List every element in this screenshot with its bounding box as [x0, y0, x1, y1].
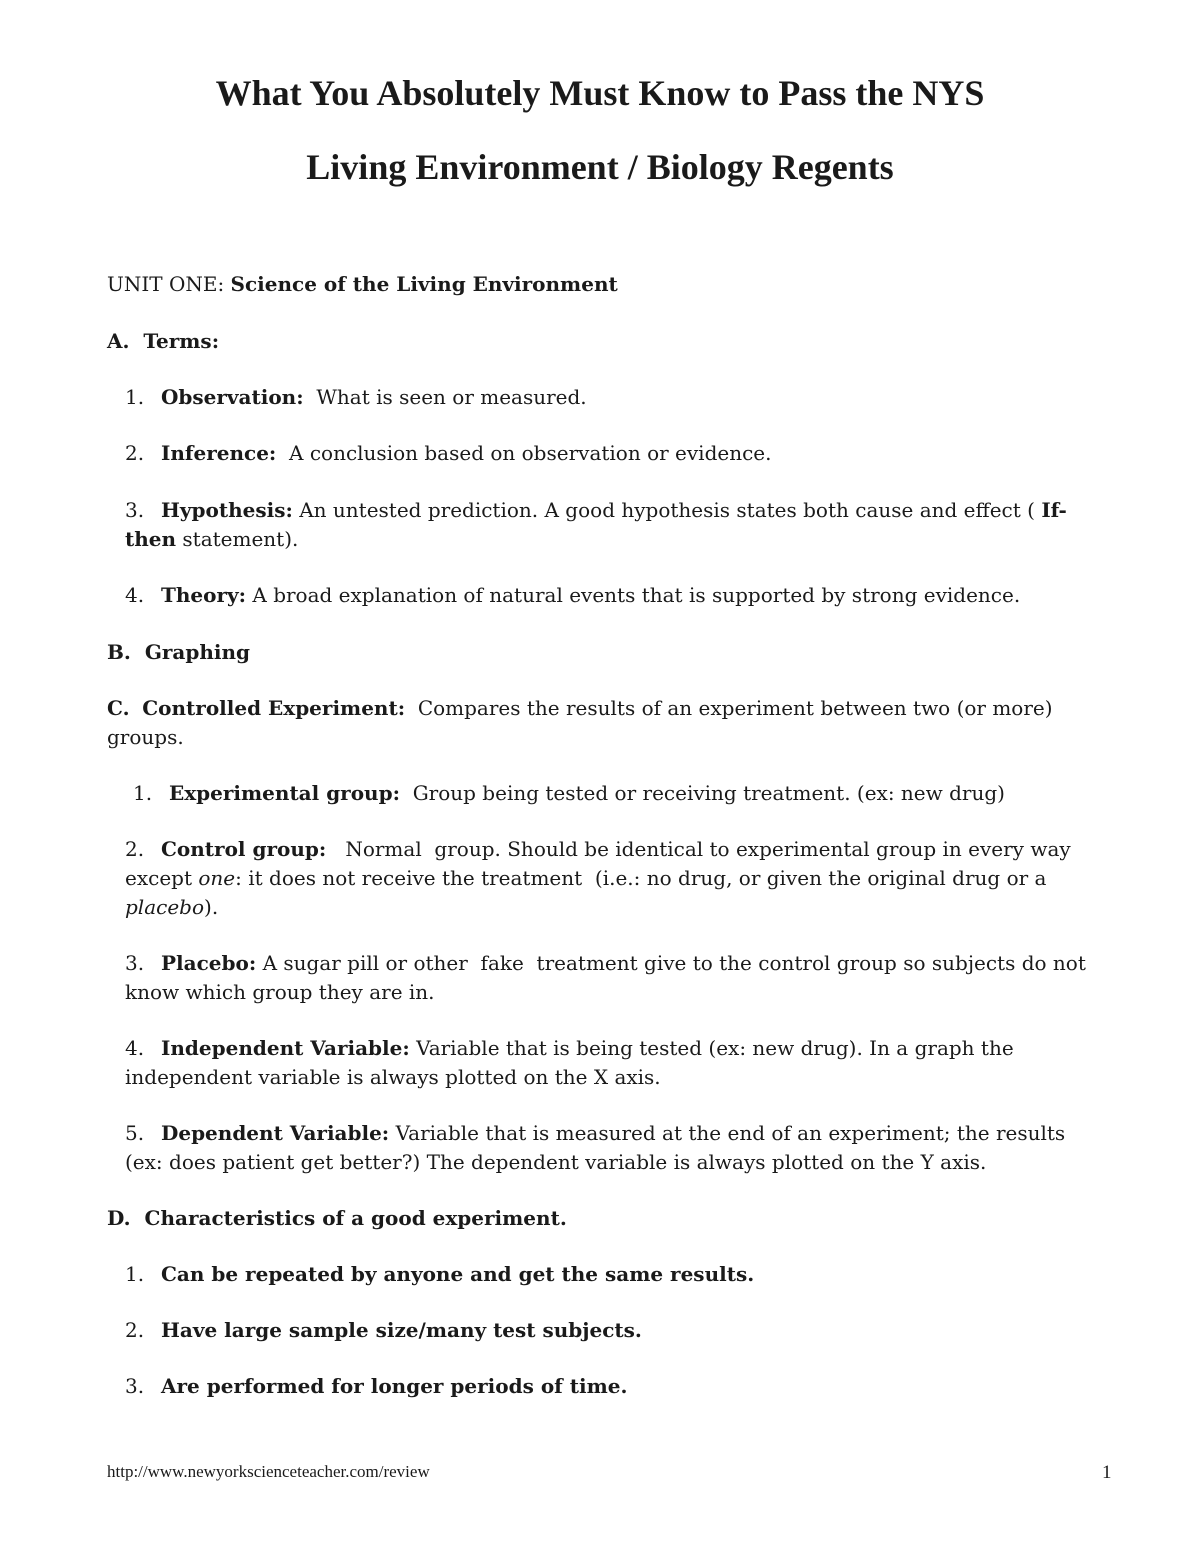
list-number: 2. — [125, 837, 145, 861]
term-label: Theory: — [161, 583, 247, 607]
characteristic-item — [125, 1372, 627, 1401]
characteristic-item — [125, 1260, 754, 1289]
characteristic-text: Can be repeated by anyone and get the same results. — [161, 1262, 755, 1286]
characteristic-text: Have large sample size/many test subjects. — [161, 1318, 642, 1342]
document-title-line-1: What You Absolutely Must Know to Pass the NYS — [215, 73, 985, 113]
term-label: Hypothesis: — [161, 498, 293, 522]
term-label: Inference: — [161, 441, 277, 465]
term-definition: What is seen or measured. — [316, 385, 587, 409]
term-placebo-continued: know which group they are in. — [125, 980, 435, 1004]
list-number: 4. — [125, 1036, 145, 1060]
term-definition: A broad explanation of natural events that is supported by strong evidence. — [252, 583, 1021, 607]
term-independent-variable-continued: independent variable is always plotted on the X axis. — [125, 1065, 661, 1089]
section-c-definition: Compares the results of an experiment between two (or more) — [417, 696, 1053, 720]
list-number: 3. — [125, 1374, 145, 1398]
term-independent-variable — [125, 1034, 1014, 1063]
term-definition-italic: placebo — [125, 895, 205, 919]
unit-prefix: UNIT ONE: — [107, 272, 225, 296]
characteristic-item — [125, 1316, 642, 1345]
term-dependent-variable-continued: (ex: does patient get better?) The dependent variable is always plotted on the Y axis. — [125, 1150, 987, 1174]
section-c-label: C. — [107, 696, 130, 720]
term-control-group — [125, 835, 1071, 864]
term-label: Placebo: — [161, 951, 257, 975]
section-a-title: Terms: — [143, 329, 220, 353]
characteristic-text: Are performed for longer periods of time. — [161, 1374, 628, 1398]
section-c-heading — [107, 694, 1053, 723]
term-definition: Variable that is measured at the end of an experiment; the results — [395, 1121, 1066, 1145]
list-number: 1. — [133, 781, 153, 805]
term-definition: statement). — [176, 527, 299, 551]
section-b-label: B. — [107, 640, 131, 664]
section-d-label: D. — [107, 1206, 131, 1230]
section-a-label: A. — [107, 329, 130, 353]
list-number: 2. — [125, 1318, 145, 1342]
term-definition-italic: one — [198, 866, 236, 890]
document-title-line-2: Living Environment / Biology Regents — [306, 147, 894, 187]
term-label: Control group: — [161, 837, 327, 861]
list-number: 2. — [125, 441, 145, 465]
term-definition: An untested prediction. A good hypothesis states both cause and effect ( — [299, 498, 1035, 522]
term-label: Independent Variable: — [161, 1036, 410, 1060]
term-hypothesis-continued — [125, 525, 298, 554]
term-definition: : it does not receive the treatment (i.e.: no drug, or given the original drug or a — [235, 866, 1047, 890]
unit-heading — [107, 270, 618, 299]
term-label: Dependent Variable: — [161, 1121, 390, 1145]
section-b-heading — [107, 638, 250, 667]
term-placebo — [125, 949, 1086, 978]
term-control-group-continued-2 — [125, 893, 218, 922]
term-label: Observation: — [161, 385, 304, 409]
unit-name: Science of the Living Environment — [230, 272, 618, 296]
term-definition-bold: then — [125, 527, 177, 551]
term-definition: Variable that is being tested (ex: new drug). In a graph the — [416, 1036, 1014, 1060]
term-definition-bold: If- — [1041, 498, 1067, 522]
section-d-title: Characteristics of a good experiment. — [144, 1206, 567, 1230]
list-number: 5. — [125, 1121, 145, 1145]
term-definition: Normal group. Should be identical to experimental group in every way — [345, 837, 1071, 861]
term-experimental-group — [133, 779, 1005, 808]
section-c-title: Controlled Experiment: — [142, 696, 406, 720]
list-number: 3. — [125, 951, 145, 975]
term-definition: Group being tested or receiving treatment. (ex: new drug) — [412, 781, 1005, 805]
list-number: 1. — [125, 1262, 145, 1286]
term-label: Experimental group: — [169, 781, 400, 805]
term-definition: A sugar pill or other fake treatment give to the control group so subjects do not — [262, 951, 1086, 975]
list-number: 1. — [125, 385, 145, 409]
term-dependent-variable — [125, 1119, 1065, 1148]
term-definition: ). — [204, 895, 219, 919]
term-definition: A conclusion based on observation or evidence. — [289, 441, 772, 465]
term-inference — [125, 439, 771, 468]
section-b-title: Graphing — [144, 640, 251, 664]
term-control-group-continued-1 — [125, 864, 1046, 893]
term-definition: except — [125, 866, 199, 890]
footer-url[interactable]: http://www.newyorkscienceteacher.com/review — [107, 1462, 430, 1481]
section-a-heading — [107, 327, 219, 356]
term-theory — [125, 581, 1020, 610]
list-number: 4. — [125, 583, 145, 607]
section-d-heading — [107, 1204, 567, 1233]
list-number: 3. — [125, 498, 145, 522]
section-c-definition-continued: groups. — [107, 725, 184, 749]
page-number: 1 — [1102, 1462, 1112, 1483]
term-observation — [125, 383, 587, 412]
term-hypothesis — [125, 496, 1067, 525]
